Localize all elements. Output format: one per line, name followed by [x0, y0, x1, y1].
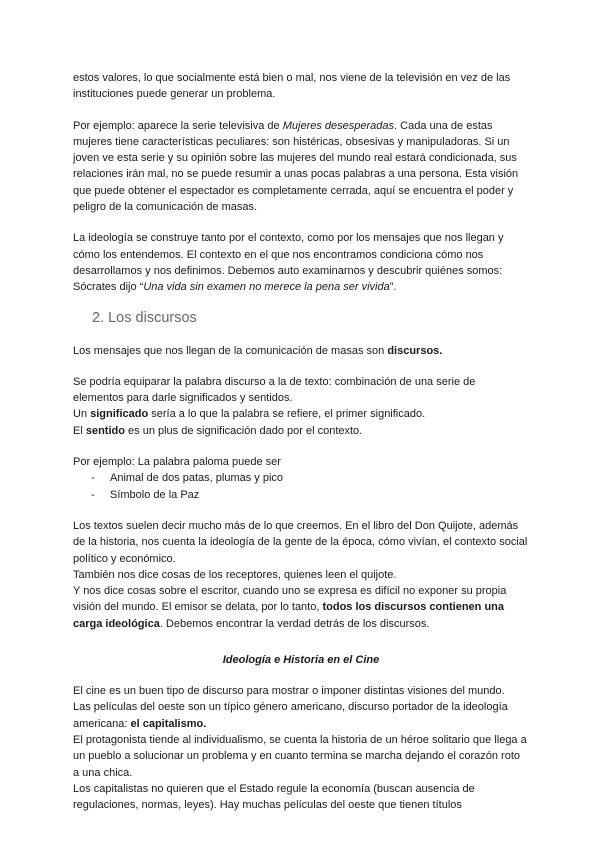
paragraph-discourses: [73, 343, 529, 359]
paragraph-quijote: Los textos suelen decir mucho más de lo que creemos. En el libro del Don Quijote, además de la historia, nos cuenta la ideología de la gente de la época, cómo vivían, el contexto social político y económico.: [73, 519, 528, 565]
paragraph-definition: Se podría equiparar la palabra discurso a la de texto: combinación de una serie de elementos para darle significados y sentidos.: [73, 375, 476, 405]
text: . Debemos encontrar la verdad detrás de los discursos.: [159, 617, 430, 630]
text: Los mensajes que nos llegan de la comunicación de masas son: [73, 344, 388, 357]
paragraph-capitalistas: Los capitalistas no quieren que el Estado regule la economía (buscan ausencia de regulaciones, normas, leyes). Hay muchas películas del oeste que tienen títulos: [73, 782, 475, 812]
text: Las películas del oeste son un típico género americano, discurso portador de la ideología americana:: [73, 701, 508, 730]
bold-term: significado: [90, 408, 149, 421]
paragraph-receptores: También nos dice cosas de los receptores, quienes leen el quijote.: [73, 568, 397, 581]
series-title: Mujeres desesperadas: [282, 119, 395, 132]
bold-term: sentido: [85, 424, 125, 437]
paragraph-sentido: [73, 423, 529, 439]
paragraph-values: estos valores, lo que socialmente está bien o mal, nos viene de la televisión en vez de las instituciones puede generar un problema.: [73, 72, 511, 101]
dash-list: [73, 470, 529, 503]
paragraph-cine: El cine es un buen tipo de discurso para mostrar o imponer distintas visiones del mundo.: [73, 685, 505, 698]
text: Y nos dice cosas sobre el escritor, cuando uno se expresa es difícil no exponer su propia visión del mundo. El emisor se delata, por lo tanto,: [73, 585, 507, 614]
paragraph-example-series: [73, 118, 529, 216]
text: es un plus de significación dado por el contexto.: [124, 424, 363, 437]
text: El: [73, 424, 86, 437]
text: . Cada una de estas mujeres tiene características peculiares: son histéricas, obsesivas y manipuladoras. Si un joven ve esta serie y su opinión sobre las mujeres del mundo real estará condicionada, sus relaciones irán mal, no se puede resumir a unas pocas palabras a una persona. Esta visión que puede obtener el espectador es completamente cerrada, aquí se encuentra el poder y peligro de la comunicación de masas.: [73, 119, 519, 214]
text: Por ejemplo: aparece la serie televisiva de: [73, 119, 283, 132]
socrates-quote: Una vida sin examen no merece la pena ser vivida: [143, 281, 390, 294]
list-item: - Animal de dos patas, plumas y pico: [73, 470, 529, 486]
page-content: [73, 70, 529, 813]
paragraph-protagonista: El protagonista tiende al individualismo, se cuenta la historia de un héroe solitario que llega a un pueblo a solucionar un problema y en cuanto termina se marcha dejando el corazón roto a una chica.: [73, 733, 527, 779]
section-heading: 2. Los discursos: [92, 309, 197, 326]
text: sería a lo que la palabra se refiere, el primer significado.: [148, 408, 426, 421]
bold-phrase: el capitalismo.: [130, 717, 207, 730]
paragraph-ideology: [73, 230, 529, 295]
paragraph-example-paloma: Por ejemplo: La palabra paloma puede ser: [73, 456, 281, 469]
text: Un: [73, 408, 91, 421]
list-item: - Símbolo de la Paz: [73, 487, 529, 503]
bold-phrase: todos los discursos contienen una carga ideológica: [73, 601, 504, 630]
paragraph-escritor: [73, 583, 529, 632]
bold-term: discursos.: [387, 344, 443, 357]
subsection-title: Ideología e Historia en el Cine: [222, 654, 380, 667]
text: La ideología se construye tanto por el contexto, como por los mensajes que nos llegan y cómo los entendemos. El contexto en el que nos encontramos condiciona cómo nos desarrollamos y nos definimos. Debemos auto examinarnos y descubrir quiénes somos: Sócrates dijo “: [73, 232, 504, 294]
text: ”.: [389, 281, 397, 294]
paragraph-significado: [73, 406, 529, 422]
paragraph-oeste: [73, 699, 529, 732]
